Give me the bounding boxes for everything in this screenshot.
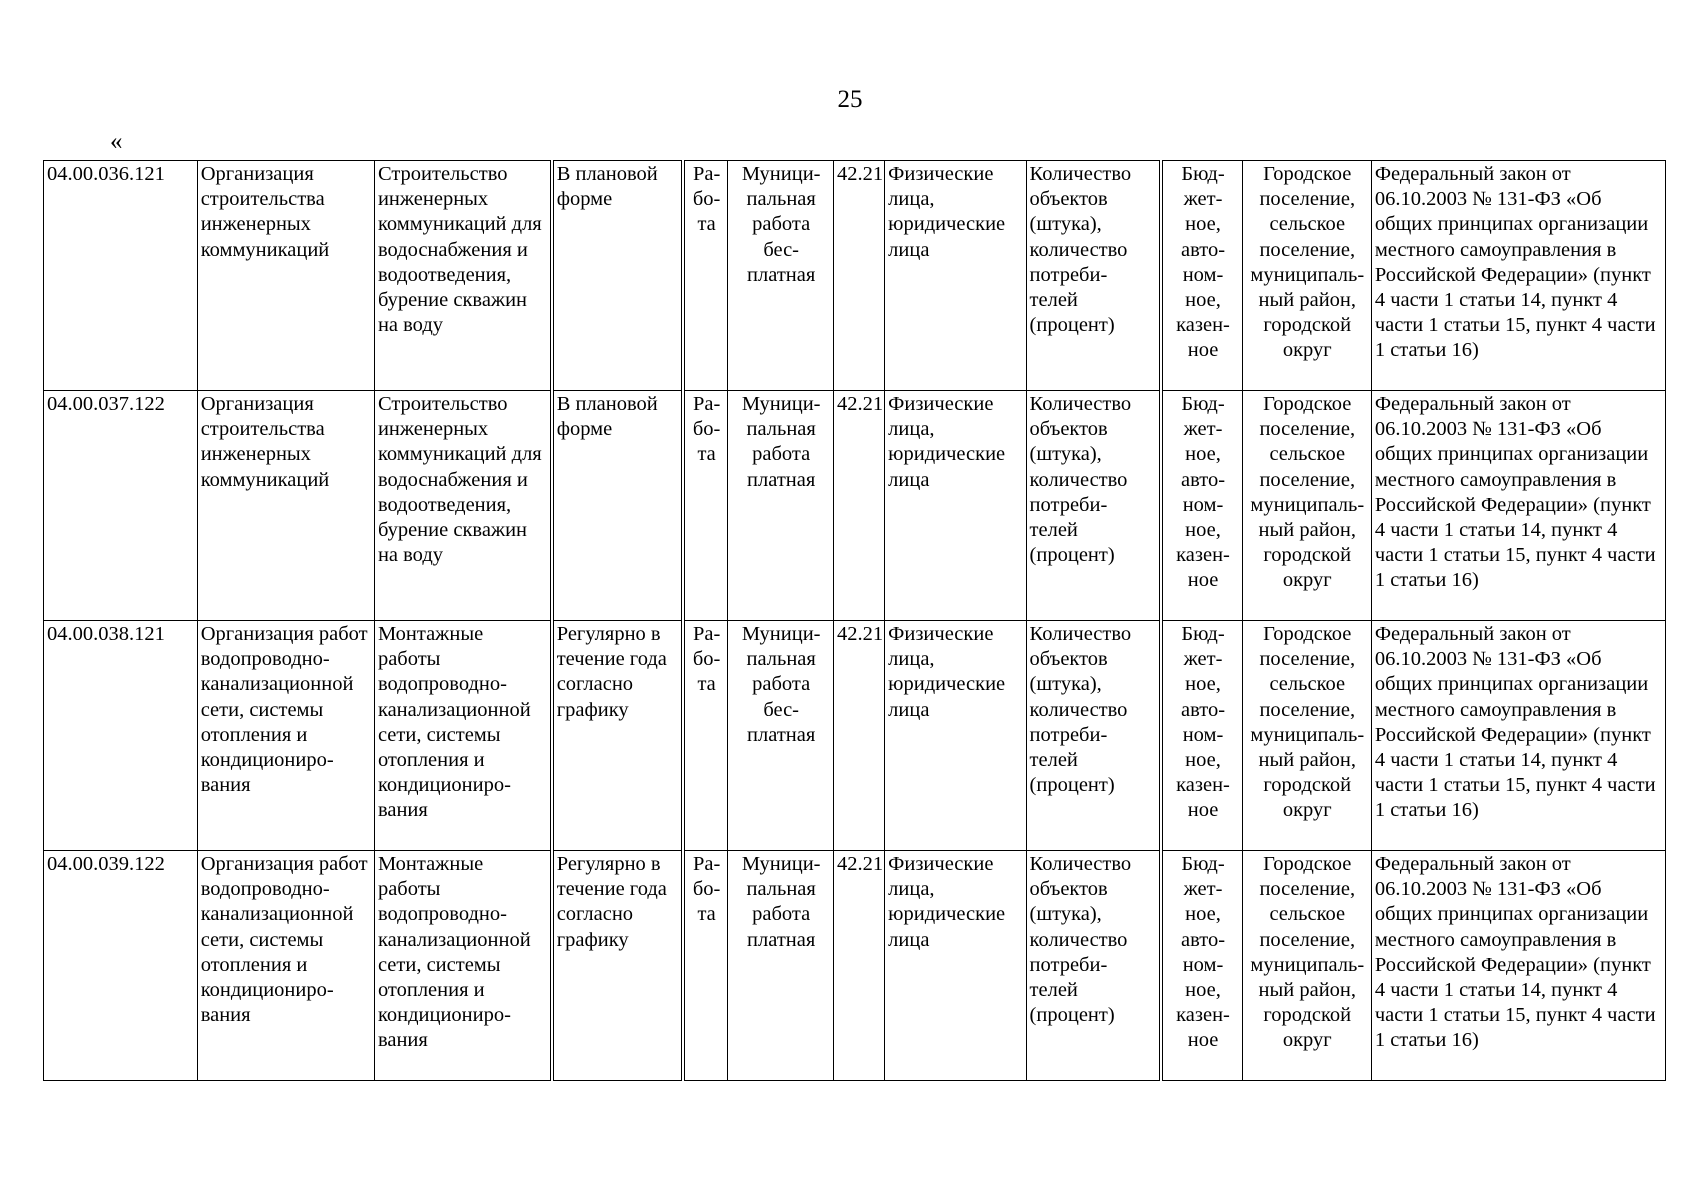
service-name-cell: Организация строительства инженерных коммуникаций — [197, 391, 374, 621]
legal-basis-cell: Федеральный закон от 06.10.2003 № 131-ФЗ «Об общих принципах организации местного самоуправления в Российской Федерации» (пункт 4 части 1 статьи 14, пункт 4 части 1 статьи 15, пункт 4 части 1 статьи 16) — [1371, 851, 1665, 1081]
consumers-cell: Физические лица, юридические лица — [885, 161, 1026, 391]
okved-code-cell: 42.21 — [833, 391, 884, 621]
legal-basis-cell: Федеральный закон от 06.10.2003 № 131-ФЗ «Об общих принципах организации местного самоуправления в Российской Федерации» (пункт 4 части 1 статьи 14, пункт 4 части 1 статьи 15, пункт 4 части 1 статьи 16) — [1371, 391, 1665, 621]
service-code-cell: 04.00.039.122 — [44, 851, 198, 1081]
quality-indicators-cell: Количество объектов (штука), количество потреби- телей (процент) — [1026, 851, 1161, 1081]
institution-type-cell: Бюд- жет- ное, авто- ном- ное, казен- ное — [1161, 851, 1242, 1081]
service-kind-cell: Ра- бо- та — [683, 851, 728, 1081]
services-registry-table — [43, 160, 1666, 1081]
service-content-cell: Строительство инженерных коммуникаций для водоснабжения и водоотведения, бурение скважин на воду — [374, 161, 551, 391]
provision-form-cell: Регулярно в течение года согласно графику — [552, 851, 683, 1081]
okved-code-cell: 42.21 — [833, 161, 884, 391]
legal-basis-cell: Федеральный закон от 06.10.2003 № 131-ФЗ «Об общих принципах организации местного самоуправления в Российской Федерации» (пункт 4 части 1 статьи 14, пункт 4 части 1 статьи 15, пункт 4 части 1 статьи 16) — [1371, 621, 1665, 851]
service-type-cell: Муници- пальная работа бес- платная — [728, 621, 834, 851]
quality-indicators-cell: Количество объектов (штука), количество потреби- телей (процент) — [1026, 391, 1161, 621]
page-number: 25 — [837, 86, 863, 113]
service-content-cell: Строительство инженерных коммуникаций для водоснабжения и водоотведения, бурение скважин на воду — [374, 391, 551, 621]
quality-indicators-cell: Количество объектов (штука), количество потреби- телей (процент) — [1026, 161, 1161, 391]
opening-quote-mark: « — [110, 128, 123, 155]
table-row — [44, 161, 1666, 391]
territory-type-cell: Городское поселение, сельское поселение, муниципаль- ный район, городской округ — [1242, 161, 1371, 391]
table-row — [44, 621, 1666, 851]
service-code-cell: 04.00.037.122 — [44, 391, 198, 621]
consumers-cell: Физические лица, юридические лица — [885, 621, 1026, 851]
service-name-cell: Организация строительства инженерных коммуникаций — [197, 161, 374, 391]
okved-code-cell: 42.21 — [833, 851, 884, 1081]
provision-form-cell: В плановой форме — [552, 161, 683, 391]
consumers-cell: Физические лица, юридические лица — [885, 851, 1026, 1081]
institution-type-cell: Бюд- жет- ное, авто- ном- ное, казен- ное — [1161, 391, 1242, 621]
service-content-cell: Монтажные работы водопроводно- канализационной сети, системы отопления и кондициониро- вания — [374, 621, 551, 851]
service-kind-cell: Ра- бо- та — [683, 161, 728, 391]
service-kind-cell: Ра- бо- та — [683, 391, 728, 621]
service-type-cell: Муници- пальная работа бес- платная — [728, 161, 834, 391]
territory-type-cell: Городское поселение, сельское поселение, муниципаль- ный район, городской округ — [1242, 391, 1371, 621]
service-name-cell: Организация работ водопроводно- канализационной сети, системы отопления и кондициониро- вания — [197, 851, 374, 1081]
service-content-cell: Монтажные работы водопроводно- канализационной сети, системы отопления и кондициониро- вания — [374, 851, 551, 1081]
table-row — [44, 851, 1666, 1081]
territory-type-cell: Городское поселение, сельское поселение, муниципаль- ный район, городской округ — [1242, 851, 1371, 1081]
table-row — [44, 391, 1666, 621]
service-type-cell: Муници- пальная работа платная — [728, 851, 834, 1081]
okved-code-cell: 42.21 — [833, 621, 884, 851]
institution-type-cell: Бюд- жет- ное, авто- ном- ное, казен- ное — [1161, 621, 1242, 851]
provision-form-cell: Регулярно в течение года согласно графику — [552, 621, 683, 851]
service-code-cell: 04.00.038.121 — [44, 621, 198, 851]
provision-form-cell: В плановой форме — [552, 391, 683, 621]
legal-basis-cell: Федеральный закон от 06.10.2003 № 131-ФЗ «Об общих принципах организации местного самоуправления в Российской Федерации» (пункт 4 части 1 статьи 14, пункт 4 части 1 статьи 15, пункт 4 части 1 статьи 16) — [1371, 161, 1665, 391]
territory-type-cell: Городское поселение, сельское поселение, муниципаль- ный район, городской округ — [1242, 621, 1371, 851]
service-name-cell: Организация работ водопроводно- канализационной сети, системы отопления и кондициониро- вания — [197, 621, 374, 851]
institution-type-cell: Бюд- жет- ное, авто- ном- ное, казен- ное — [1161, 161, 1242, 391]
service-type-cell: Муници- пальная работа платная — [728, 391, 834, 621]
quality-indicators-cell: Количество объектов (штука), количество потреби- телей (процент) — [1026, 621, 1161, 851]
service-kind-cell: Ра- бо- та — [683, 621, 728, 851]
consumers-cell: Физические лица, юридические лица — [885, 391, 1026, 621]
service-code-cell: 04.00.036.121 — [44, 161, 198, 391]
